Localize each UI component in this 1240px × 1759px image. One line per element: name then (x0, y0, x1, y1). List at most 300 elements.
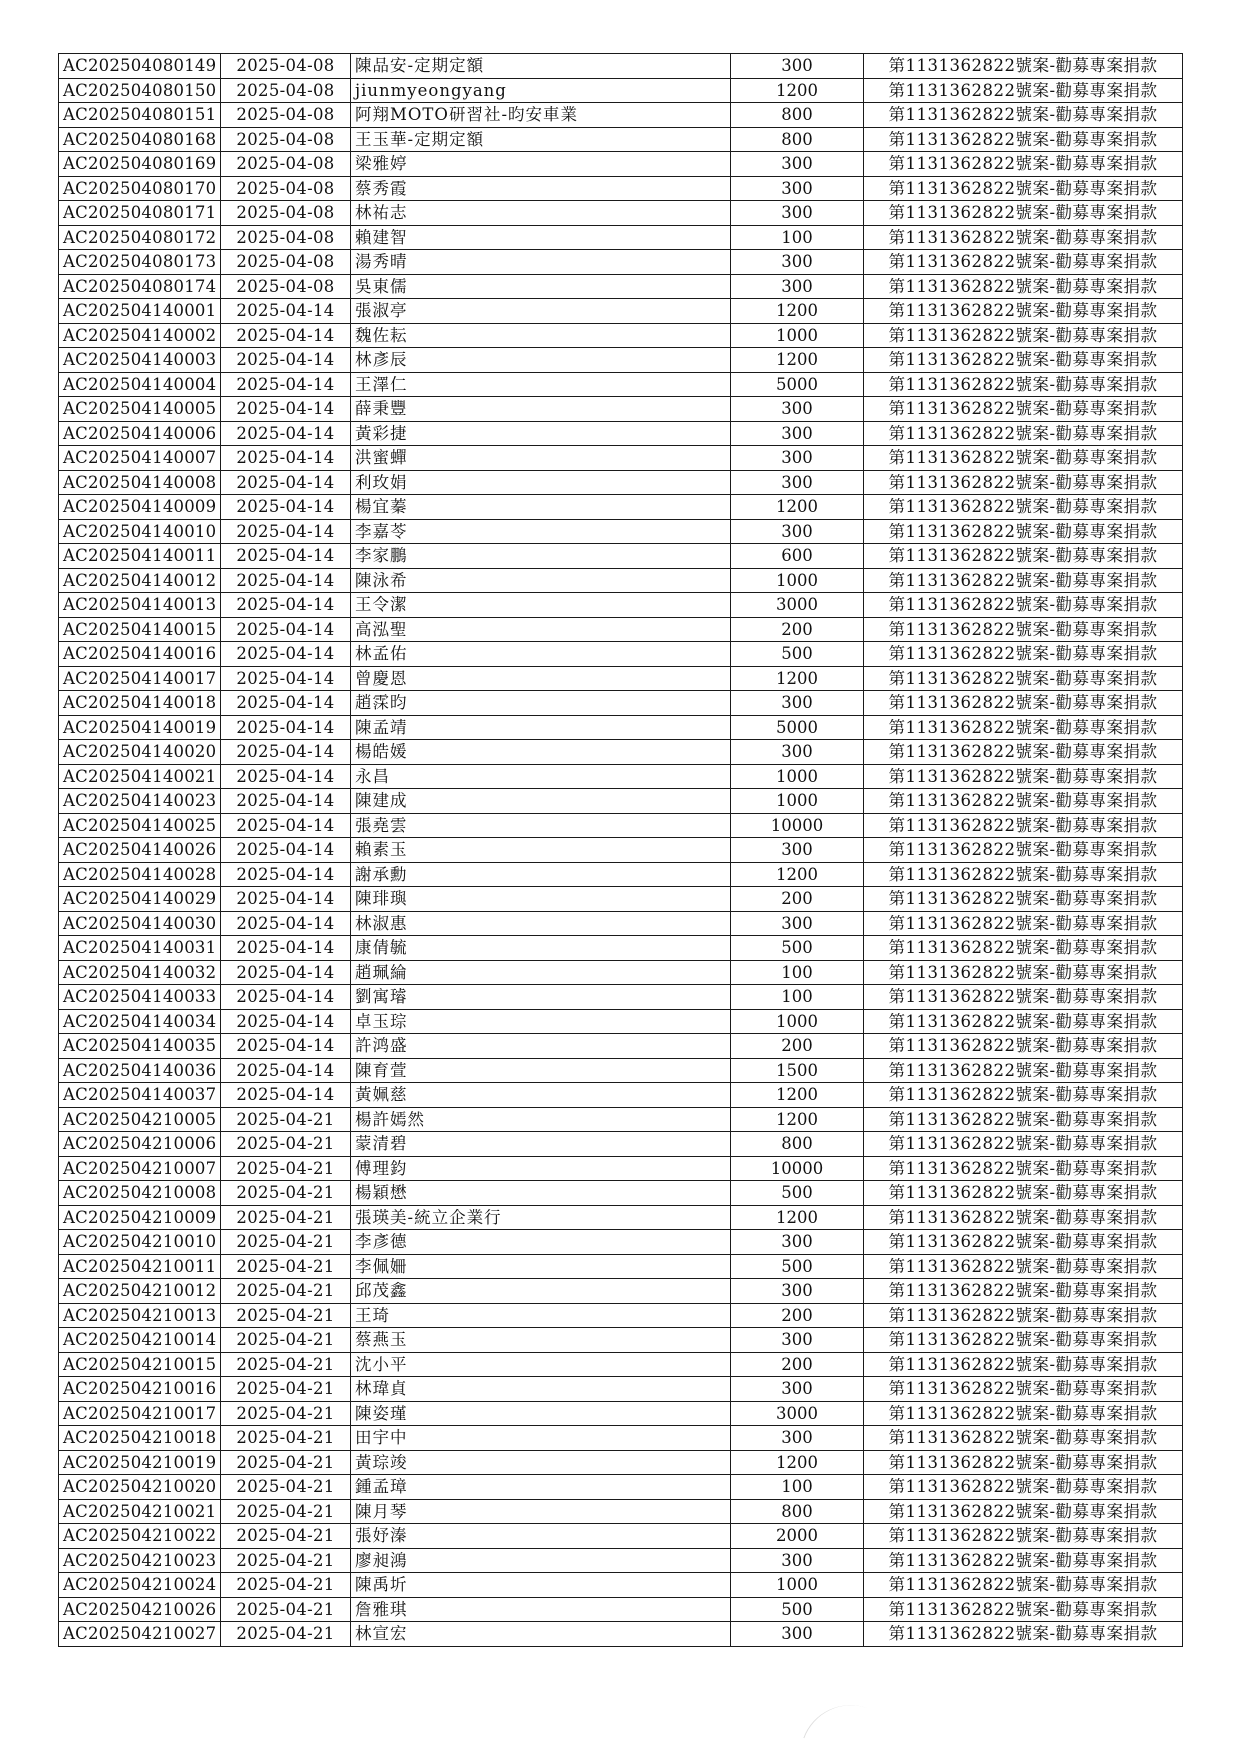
donor-name-cell: 梁雅婷 (351, 152, 731, 177)
donation-date-cell: 2025-04-21 (221, 1181, 351, 1206)
donation-date-cell: 2025-04-08 (221, 176, 351, 201)
purpose-cell: 第1131362822號案-勸募專案捐款 (864, 446, 1183, 471)
donation-date-cell: 2025-04-14 (221, 740, 351, 765)
amount-cell: 200 (731, 1352, 864, 1377)
receipt-id-cell: AC202504140015 (59, 617, 221, 642)
receipt-id-cell: AC202504140009 (59, 495, 221, 520)
table-row (59, 789, 1183, 814)
table-row (59, 862, 1183, 887)
amount-cell: 800 (731, 1499, 864, 1524)
donation-date-cell: 2025-04-21 (221, 1450, 351, 1475)
donation-date-cell: 2025-04-14 (221, 348, 351, 373)
table-row (59, 1352, 1183, 1377)
donor-name-cell: 洪蜜蟬 (351, 446, 731, 471)
purpose-cell: 第1131362822號案-勸募專案捐款 (864, 470, 1183, 495)
table-row (59, 1181, 1183, 1206)
donor-name-cell: 張瑛美-統立企業行 (351, 1205, 731, 1230)
purpose-cell: 第1131362822號案-勸募專案捐款 (864, 1401, 1183, 1426)
purpose-cell: 第1131362822號案-勸募專案捐款 (864, 372, 1183, 397)
donor-name-cell: 林淑惠 (351, 911, 731, 936)
purpose-cell: 第1131362822號案-勸募專案捐款 (864, 176, 1183, 201)
table-row (59, 397, 1183, 422)
receipt-id-cell: AC202504080170 (59, 176, 221, 201)
donation-date-cell: 2025-04-21 (221, 1205, 351, 1230)
receipt-id-cell: AC202504140007 (59, 446, 221, 471)
table-row (59, 1303, 1183, 1328)
amount-cell: 800 (731, 127, 864, 152)
table-row (59, 1254, 1183, 1279)
table-row (59, 642, 1183, 667)
receipt-id-cell: AC202504080149 (59, 54, 221, 79)
donation-date-cell: 2025-04-21 (221, 1107, 351, 1132)
receipt-id-cell: AC202504210009 (59, 1205, 221, 1230)
amount-cell: 300 (731, 1377, 864, 1402)
receipt-id-cell: AC202504080151 (59, 103, 221, 128)
receipt-id-cell: AC202504210023 (59, 1548, 221, 1573)
donation-date-cell: 2025-04-14 (221, 323, 351, 348)
table-row (59, 1401, 1183, 1426)
table-row (59, 152, 1183, 177)
table-row (59, 1597, 1183, 1622)
purpose-cell: 第1131362822號案-勸募專案捐款 (864, 862, 1183, 887)
donation-date-cell: 2025-04-14 (221, 985, 351, 1010)
table-row (59, 1573, 1183, 1598)
purpose-cell: 第1131362822號案-勸募專案捐款 (864, 1328, 1183, 1353)
donor-name-cell: 邱茂鑫 (351, 1279, 731, 1304)
donation-date-cell: 2025-04-14 (221, 911, 351, 936)
donation-date-cell: 2025-04-08 (221, 225, 351, 250)
donor-name-cell: 楊許嫣然 (351, 1107, 731, 1132)
receipt-id-cell: AC202504140018 (59, 691, 221, 716)
table-row (59, 1279, 1183, 1304)
amount-cell: 10000 (731, 813, 864, 838)
receipt-id-cell: AC202504140035 (59, 1034, 221, 1059)
donor-name-cell: 永昌 (351, 764, 731, 789)
amount-cell: 300 (731, 838, 864, 863)
receipt-id-cell: AC202504140003 (59, 348, 221, 373)
table-row (59, 1499, 1183, 1524)
donation-date-cell: 2025-04-14 (221, 666, 351, 691)
receipt-id-cell: AC202504210008 (59, 1181, 221, 1206)
donation-table-body (59, 54, 1183, 1647)
table-row (59, 1450, 1183, 1475)
donation-ledger-page (58, 53, 1182, 1647)
donor-name-cell: 林宣宏 (351, 1622, 731, 1647)
amount-cell: 500 (731, 1597, 864, 1622)
donor-name-cell: 王玉華-定期定額 (351, 127, 731, 152)
receipt-id-cell: AC202504140023 (59, 789, 221, 814)
amount-cell: 300 (731, 470, 864, 495)
table-row (59, 1328, 1183, 1353)
donation-date-cell: 2025-04-14 (221, 642, 351, 667)
amount-cell: 300 (731, 421, 864, 446)
table-row (59, 103, 1183, 128)
purpose-cell: 第1131362822號案-勸募專案捐款 (864, 1426, 1183, 1451)
amount-cell: 300 (731, 397, 864, 422)
table-row (59, 1107, 1183, 1132)
receipt-id-cell: AC202504080168 (59, 127, 221, 152)
donor-name-cell: 張淑亭 (351, 299, 731, 324)
purpose-cell: 第1131362822號案-勸募專案捐款 (864, 1352, 1183, 1377)
receipt-id-cell: AC202504210006 (59, 1132, 221, 1157)
donation-date-cell: 2025-04-08 (221, 274, 351, 299)
donor-name-cell: 劉寓璿 (351, 985, 731, 1010)
amount-cell: 2000 (731, 1524, 864, 1549)
donor-name-cell: 田宇中 (351, 1426, 731, 1451)
receipt-id-cell: AC202504140025 (59, 813, 221, 838)
receipt-id-cell: AC202504140016 (59, 642, 221, 667)
donor-name-cell: 黃姵慈 (351, 1083, 731, 1108)
table-row (59, 936, 1183, 961)
purpose-cell: 第1131362822號案-勸募專案捐款 (864, 274, 1183, 299)
receipt-id-cell: AC202504140036 (59, 1058, 221, 1083)
donation-date-cell: 2025-04-21 (221, 1548, 351, 1573)
table-row (59, 960, 1183, 985)
purpose-cell: 第1131362822號案-勸募專案捐款 (864, 1083, 1183, 1108)
receipt-id-cell: AC202504080172 (59, 225, 221, 250)
donation-date-cell: 2025-04-21 (221, 1156, 351, 1181)
purpose-cell: 第1131362822號案-勸募專案捐款 (864, 936, 1183, 961)
amount-cell: 600 (731, 544, 864, 569)
receipt-id-cell: AC202504140026 (59, 838, 221, 863)
purpose-cell: 第1131362822號案-勸募專案捐款 (864, 519, 1183, 544)
donation-date-cell: 2025-04-21 (221, 1524, 351, 1549)
receipt-id-cell: AC202504140019 (59, 715, 221, 740)
donor-name-cell: 林瑋貞 (351, 1377, 731, 1402)
amount-cell: 300 (731, 250, 864, 275)
receipt-id-cell: AC202504140030 (59, 911, 221, 936)
table-row (59, 1426, 1183, 1451)
table-row (59, 1377, 1183, 1402)
receipt-id-cell: AC202504140013 (59, 593, 221, 618)
donor-name-cell: 楊宜蓁 (351, 495, 731, 520)
purpose-cell: 第1131362822號案-勸募專案捐款 (864, 593, 1183, 618)
table-row (59, 740, 1183, 765)
receipt-id-cell: AC202504080169 (59, 152, 221, 177)
table-row (59, 1132, 1183, 1157)
donation-date-cell: 2025-04-08 (221, 201, 351, 226)
donor-name-cell: 陳育萱 (351, 1058, 731, 1083)
receipt-id-cell: AC202504140002 (59, 323, 221, 348)
table-row (59, 813, 1183, 838)
amount-cell: 300 (731, 274, 864, 299)
table-row (59, 1058, 1183, 1083)
purpose-cell: 第1131362822號案-勸募專案捐款 (864, 54, 1183, 79)
table-row (59, 127, 1183, 152)
amount-cell: 1200 (731, 666, 864, 691)
donation-date-cell: 2025-04-14 (221, 1058, 351, 1083)
donation-date-cell: 2025-04-14 (221, 960, 351, 985)
donor-name-cell: 陳禹圻 (351, 1573, 731, 1598)
donor-name-cell: 高泓聖 (351, 617, 731, 642)
receipt-id-cell: AC202504210020 (59, 1475, 221, 1500)
receipt-id-cell: AC202504140012 (59, 568, 221, 593)
amount-cell: 1500 (731, 1058, 864, 1083)
amount-cell: 300 (731, 1230, 864, 1255)
receipt-id-cell: AC202504140011 (59, 544, 221, 569)
purpose-cell: 第1131362822號案-勸募專案捐款 (864, 323, 1183, 348)
purpose-cell: 第1131362822號案-勸募專案捐款 (864, 348, 1183, 373)
amount-cell: 3000 (731, 593, 864, 618)
donor-name-cell: 陳泳希 (351, 568, 731, 593)
donation-date-cell: 2025-04-14 (221, 495, 351, 520)
purpose-cell: 第1131362822號案-勸募專案捐款 (864, 838, 1183, 863)
donor-name-cell: 曾慶恩 (351, 666, 731, 691)
amount-cell: 300 (731, 54, 864, 79)
amount-cell: 1000 (731, 323, 864, 348)
donation-date-cell: 2025-04-14 (221, 764, 351, 789)
purpose-cell: 第1131362822號案-勸募專案捐款 (864, 1597, 1183, 1622)
receipt-id-cell: AC202504140006 (59, 421, 221, 446)
receipt-id-cell: AC202504080150 (59, 78, 221, 103)
purpose-cell: 第1131362822號案-勸募專案捐款 (864, 887, 1183, 912)
amount-cell: 500 (731, 642, 864, 667)
receipt-id-cell: AC202504210016 (59, 1377, 221, 1402)
donor-name-cell: 李彥德 (351, 1230, 731, 1255)
donor-name-cell: 林彥辰 (351, 348, 731, 373)
donation-date-cell: 2025-04-21 (221, 1499, 351, 1524)
purpose-cell: 第1131362822號案-勸募專案捐款 (864, 715, 1183, 740)
purpose-cell: 第1131362822號案-勸募專案捐款 (864, 152, 1183, 177)
receipt-id-cell: AC202504080173 (59, 250, 221, 275)
receipt-id-cell: AC202504210024 (59, 1573, 221, 1598)
table-row (59, 250, 1183, 275)
donor-name-cell: 陳品安-定期定額 (351, 54, 731, 79)
donation-date-cell: 2025-04-08 (221, 103, 351, 128)
table-row (59, 1524, 1183, 1549)
donor-name-cell: 蔡秀霞 (351, 176, 731, 201)
donor-name-cell: 吳東儒 (351, 274, 731, 299)
receipt-id-cell: AC202504080174 (59, 274, 221, 299)
donor-name-cell: 趙珮綸 (351, 960, 731, 985)
purpose-cell: 第1131362822號案-勸募專案捐款 (864, 495, 1183, 520)
donor-name-cell: 許鸿盛 (351, 1034, 731, 1059)
purpose-cell: 第1131362822號案-勸募專案捐款 (864, 740, 1183, 765)
donation-date-cell: 2025-04-14 (221, 519, 351, 544)
purpose-cell: 第1131362822號案-勸募專案捐款 (864, 617, 1183, 642)
amount-cell: 200 (731, 1034, 864, 1059)
purpose-cell: 第1131362822號案-勸募專案捐款 (864, 1279, 1183, 1304)
amount-cell: 200 (731, 887, 864, 912)
purpose-cell: 第1131362822號案-勸募專案捐款 (864, 1377, 1183, 1402)
amount-cell: 300 (731, 519, 864, 544)
amount-cell: 1000 (731, 1573, 864, 1598)
donor-name-cell: 王澤仁 (351, 372, 731, 397)
donor-name-cell: 謝承勳 (351, 862, 731, 887)
table-row (59, 372, 1183, 397)
table-row (59, 985, 1183, 1010)
table-row (59, 1548, 1183, 1573)
donor-name-cell: 陳琲璵 (351, 887, 731, 912)
donor-name-cell: 楊皓媛 (351, 740, 731, 765)
amount-cell: 1200 (731, 1083, 864, 1108)
purpose-cell: 第1131362822號案-勸募專案捐款 (864, 642, 1183, 667)
amount-cell: 200 (731, 1303, 864, 1328)
donation-date-cell: 2025-04-14 (221, 299, 351, 324)
table-row (59, 1034, 1183, 1059)
receipt-id-cell: AC202504140008 (59, 470, 221, 495)
purpose-cell: 第1131362822號案-勸募專案捐款 (864, 1034, 1183, 1059)
amount-cell: 5000 (731, 372, 864, 397)
donation-date-cell: 2025-04-14 (221, 691, 351, 716)
amount-cell: 100 (731, 225, 864, 250)
table-row (59, 54, 1183, 79)
purpose-cell: 第1131362822號案-勸募專案捐款 (864, 1622, 1183, 1647)
amount-cell: 300 (731, 1622, 864, 1647)
donation-date-cell: 2025-04-14 (221, 421, 351, 446)
receipt-id-cell: AC202504210014 (59, 1328, 221, 1353)
purpose-cell: 第1131362822號案-勸募專案捐款 (864, 201, 1183, 226)
purpose-cell: 第1131362822號案-勸募專案捐款 (864, 666, 1183, 691)
donor-name-cell: 林祐志 (351, 201, 731, 226)
table-row (59, 348, 1183, 373)
table-row (59, 715, 1183, 740)
table-row (59, 1230, 1183, 1255)
donation-date-cell: 2025-04-08 (221, 250, 351, 275)
table-row (59, 911, 1183, 936)
amount-cell: 500 (731, 1181, 864, 1206)
purpose-cell: 第1131362822號案-勸募專案捐款 (864, 1230, 1183, 1255)
amount-cell: 1200 (731, 862, 864, 887)
purpose-cell: 第1131362822號案-勸募專案捐款 (864, 960, 1183, 985)
donation-date-cell: 2025-04-08 (221, 78, 351, 103)
amount-cell: 200 (731, 617, 864, 642)
donor-name-cell: 傅理鈞 (351, 1156, 731, 1181)
receipt-id-cell: AC202504140004 (59, 372, 221, 397)
donation-date-cell: 2025-04-21 (221, 1426, 351, 1451)
donation-table (58, 53, 1183, 1647)
table-row (59, 764, 1183, 789)
amount-cell: 300 (731, 1279, 864, 1304)
table-row (59, 666, 1183, 691)
donation-date-cell: 2025-04-21 (221, 1597, 351, 1622)
purpose-cell: 第1131362822號案-勸募專案捐款 (864, 1450, 1183, 1475)
donor-name-cell: 趙霂昀 (351, 691, 731, 716)
donation-date-cell: 2025-04-21 (221, 1132, 351, 1157)
table-row (59, 495, 1183, 520)
donation-date-cell: 2025-04-14 (221, 617, 351, 642)
amount-cell: 1200 (731, 495, 864, 520)
donation-date-cell: 2025-04-21 (221, 1622, 351, 1647)
donation-date-cell: 2025-04-14 (221, 544, 351, 569)
amount-cell: 100 (731, 960, 864, 985)
purpose-cell: 第1131362822號案-勸募專案捐款 (864, 691, 1183, 716)
purpose-cell: 第1131362822號案-勸募專案捐款 (864, 1475, 1183, 1500)
amount-cell: 800 (731, 103, 864, 128)
donation-date-cell: 2025-04-21 (221, 1377, 351, 1402)
receipt-id-cell: AC202504210012 (59, 1279, 221, 1304)
receipt-id-cell: AC202504210021 (59, 1499, 221, 1524)
amount-cell: 300 (731, 446, 864, 471)
purpose-cell: 第1131362822號案-勸募專案捐款 (864, 1524, 1183, 1549)
donor-name-cell: 張妤溱 (351, 1524, 731, 1549)
purpose-cell: 第1131362822號案-勸募專案捐款 (864, 1573, 1183, 1598)
table-row (59, 1009, 1183, 1034)
table-row (59, 421, 1183, 446)
receipt-id-cell: AC202504210019 (59, 1450, 221, 1475)
donor-name-cell: 李佩姍 (351, 1254, 731, 1279)
receipt-id-cell: AC202504210015 (59, 1352, 221, 1377)
receipt-id-cell: AC202504210026 (59, 1597, 221, 1622)
donation-date-cell: 2025-04-14 (221, 593, 351, 618)
donation-date-cell: 2025-04-21 (221, 1279, 351, 1304)
amount-cell: 300 (731, 1328, 864, 1353)
purpose-cell: 第1131362822號案-勸募專案捐款 (864, 1156, 1183, 1181)
table-row (59, 1156, 1183, 1181)
purpose-cell: 第1131362822號案-勸募專案捐款 (864, 1132, 1183, 1157)
table-row (59, 1083, 1183, 1108)
receipt-id-cell: AC202504140010 (59, 519, 221, 544)
donor-name-cell: 利玫娟 (351, 470, 731, 495)
purpose-cell: 第1131362822號案-勸募專案捐款 (864, 985, 1183, 1010)
table-row (59, 78, 1183, 103)
purpose-cell: 第1131362822號案-勸募專案捐款 (864, 78, 1183, 103)
amount-cell: 300 (731, 176, 864, 201)
receipt-id-cell: AC202504140017 (59, 666, 221, 691)
amount-cell: 300 (731, 1548, 864, 1573)
donation-date-cell: 2025-04-08 (221, 54, 351, 79)
donor-name-cell: 詹雅琪 (351, 1597, 731, 1622)
receipt-id-cell: AC202504210011 (59, 1254, 221, 1279)
donor-name-cell: jiunmyeongyang (351, 78, 731, 103)
donation-date-cell: 2025-04-08 (221, 152, 351, 177)
donation-date-cell: 2025-04-21 (221, 1475, 351, 1500)
donor-name-cell: 黃彩捷 (351, 421, 731, 446)
table-row (59, 887, 1183, 912)
receipt-id-cell: AC202504140031 (59, 936, 221, 961)
amount-cell: 1000 (731, 1009, 864, 1034)
amount-cell: 1200 (731, 78, 864, 103)
receipt-id-cell: AC202504140029 (59, 887, 221, 912)
donor-name-cell: 李嘉苓 (351, 519, 731, 544)
donation-date-cell: 2025-04-14 (221, 397, 351, 422)
amount-cell: 1000 (731, 789, 864, 814)
donation-date-cell: 2025-04-21 (221, 1573, 351, 1598)
receipt-id-cell: AC202504140037 (59, 1083, 221, 1108)
table-row (59, 323, 1183, 348)
amount-cell: 1000 (731, 764, 864, 789)
amount-cell: 5000 (731, 715, 864, 740)
amount-cell: 1000 (731, 568, 864, 593)
donation-date-cell: 2025-04-14 (221, 1009, 351, 1034)
donation-date-cell: 2025-04-21 (221, 1254, 351, 1279)
amount-cell: 100 (731, 985, 864, 1010)
receipt-id-cell: AC202504210010 (59, 1230, 221, 1255)
donor-name-cell: 魏佐耘 (351, 323, 731, 348)
amount-cell: 800 (731, 1132, 864, 1157)
donation-date-cell: 2025-04-21 (221, 1352, 351, 1377)
amount-cell: 300 (731, 152, 864, 177)
receipt-id-cell: AC202504210027 (59, 1622, 221, 1647)
amount-cell: 100 (731, 1475, 864, 1500)
donor-name-cell: 賴建智 (351, 225, 731, 250)
table-row (59, 593, 1183, 618)
table-row (59, 201, 1183, 226)
donor-name-cell: 林孟佑 (351, 642, 731, 667)
table-row (59, 299, 1183, 324)
purpose-cell: 第1131362822號案-勸募專案捐款 (864, 1303, 1183, 1328)
donation-date-cell: 2025-04-21 (221, 1303, 351, 1328)
scan-artifact-mark (803, 1691, 877, 1759)
table-row (59, 838, 1183, 863)
amount-cell: 300 (731, 201, 864, 226)
donor-name-cell: 王琦 (351, 1303, 731, 1328)
donor-name-cell: 湯秀晴 (351, 250, 731, 275)
purpose-cell: 第1131362822號案-勸募專案捐款 (864, 421, 1183, 446)
purpose-cell: 第1131362822號案-勸募專案捐款 (864, 764, 1183, 789)
table-row (59, 446, 1183, 471)
purpose-cell: 第1131362822號案-勸募專案捐款 (864, 1107, 1183, 1132)
